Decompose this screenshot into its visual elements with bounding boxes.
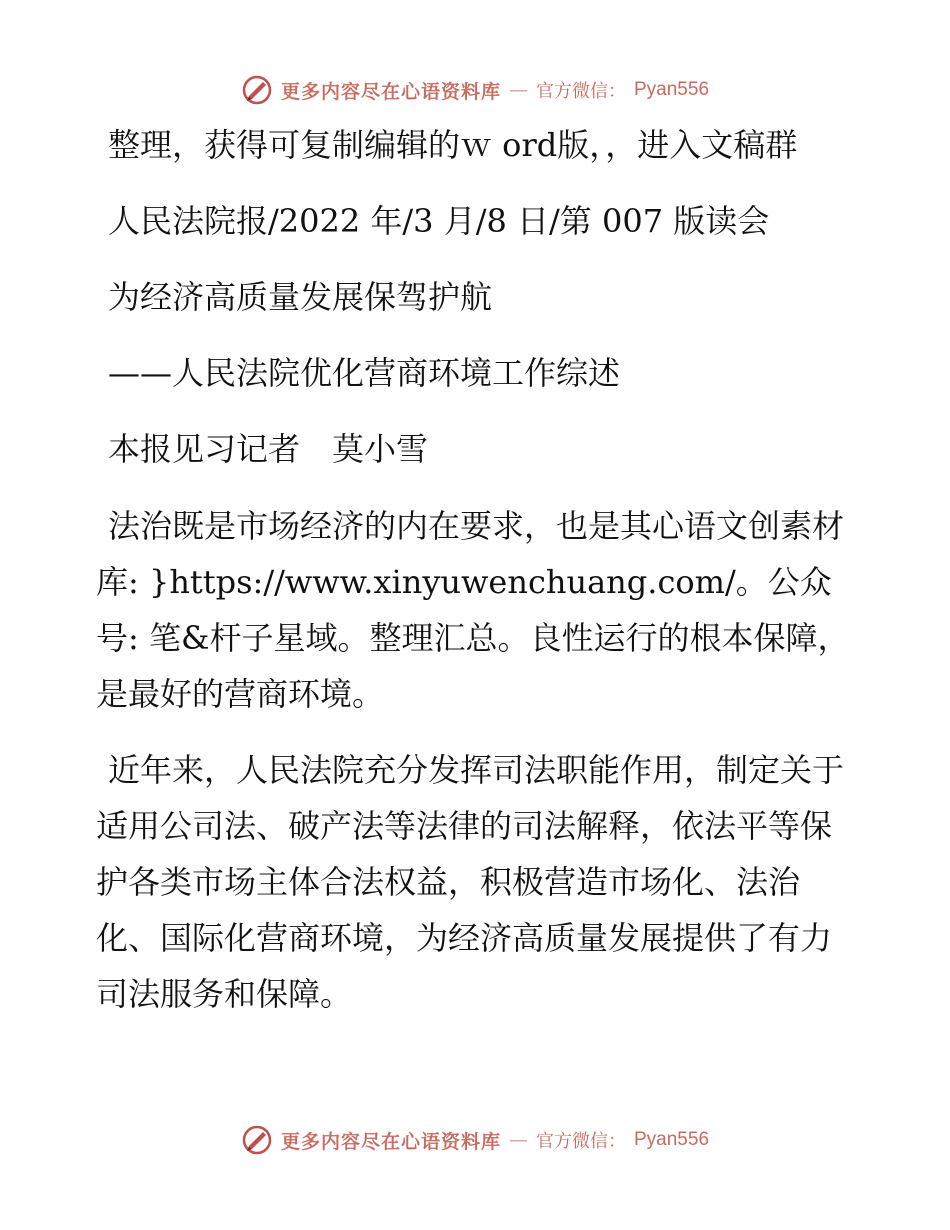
article-title: 为经济高质量发展保驾护航 (108, 278, 493, 316)
banner-wechat-id: Pyan556 (634, 79, 710, 100)
pen-logo-icon (241, 74, 273, 106)
banner-separator: — (509, 79, 528, 101)
banner-separator: — (509, 1129, 528, 1151)
banner-wechat-id: Pyan556 (634, 1129, 710, 1150)
intro-line: 整理，获得可复制编辑的ｗ ord版，，进入文稿群 (108, 126, 798, 164)
pen-logo-icon (241, 1124, 273, 1156)
header-watermark-banner (0, 70, 950, 110)
byline: 本报见习记者 莫小雪 (108, 430, 429, 468)
banner-wechat-label: 官方微信： (536, 81, 626, 102)
footer-watermark-banner (0, 1120, 950, 1160)
banner-text: 更多内容尽在心语资料库 (280, 1130, 501, 1153)
document-body (96, 118, 856, 1042)
paragraph-2: 近年来，人民法院充分发挥司法职能作用，制定关于适用公司法、破产法等法律的司法解释，依法平等保护各类市场主体合法权益，积极营造市场化、法治化、国际化营商环境，为经济高质量发展提供了有力司法服务和保障。 (96, 751, 845, 1013)
article-subtitle: ——人民法院优化营商环境工作综述 (108, 354, 621, 392)
paragraph-1: 法治既是市场经济的内在要求，也是其心语文创素材库: }https://www.xinyuwenchuang.com/。公众号: 笔&杆子星域。整理汇总。良性运行的根本保障，是最好的营商环境。 (96, 507, 850, 713)
banner-wechat-label: 官方微信： (536, 1131, 626, 1152)
banner-text: 更多内容尽在心语资料库 (280, 80, 501, 103)
source-line: 人民法院报/2022 年/3 月/8 日/第 007 版读会 (108, 202, 770, 240)
